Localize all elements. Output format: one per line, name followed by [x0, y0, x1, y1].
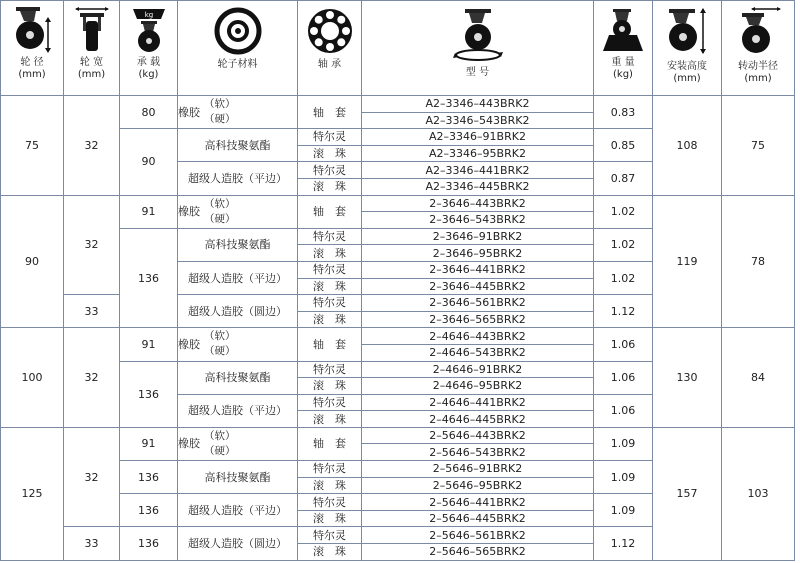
weight-cell: 1.02 — [594, 228, 653, 261]
model-cell: A2–3346–445BRK2 — [362, 178, 594, 195]
model-cell: 2–5646–561BRK2 — [362, 527, 594, 544]
weight-cell: 1.12 — [594, 527, 653, 560]
model-cell: 2–5646–91BRK2 — [362, 461, 594, 478]
model-cell: A2–3346–443BRK2 — [362, 96, 594, 113]
material-rubber: 橡胶 — [178, 205, 200, 219]
header-bearing-label: 轴 承 — [317, 59, 342, 70]
weight-icon — [601, 7, 645, 53]
header-width — [64, 1, 120, 96]
header-model-label: 型 号 — [465, 67, 490, 78]
material-cell: 超级人造胶（平边） — [178, 162, 298, 195]
header-row — [1, 1, 795, 96]
weight-cell: 0.85 — [594, 129, 653, 162]
material-cell — [178, 96, 298, 129]
model-cell: A2–3346–441BRK2 — [362, 162, 594, 179]
model-cell: 2–3646–95BRK2 — [362, 245, 594, 262]
width-cell: 33 — [64, 295, 120, 328]
model-cell: 2–5646–443BRK2 — [362, 427, 594, 444]
weight-cell: 1.06 — [594, 328, 653, 361]
model-cell: 2–5646–95BRK2 — [362, 477, 594, 494]
width-cell: 32 — [64, 96, 120, 196]
header-radius-label: 转动半径 — [738, 61, 778, 72]
material-cell: 高科技聚氨酯 — [178, 361, 298, 394]
model-cell: 2–3646–443BRK2 — [362, 195, 594, 212]
model-cell: 2–5646–445BRK2 — [362, 510, 594, 527]
header-height-unit: (mm) — [673, 73, 701, 84]
bearing-cell: 滚 珠 — [298, 145, 362, 162]
table-row — [1, 328, 795, 345]
model-cell: 2–5646–543BRK2 — [362, 444, 594, 461]
material-cell — [178, 427, 298, 460]
wheel-width-icon — [74, 7, 110, 53]
bearing-cell: 滚 珠 — [298, 311, 362, 328]
table-row — [1, 96, 795, 113]
bearing-cell: 轴 套 — [298, 427, 362, 460]
header-weight-label: 重 量 — [611, 57, 635, 68]
material-soft: （软） — [204, 330, 236, 343]
wheel-material-icon — [214, 7, 262, 55]
bearing-cell: 滚 珠 — [298, 477, 362, 494]
material-soft: （软） — [204, 429, 236, 442]
bearing-cell: 特尔灵 — [298, 394, 362, 411]
width-cell: 33 — [64, 527, 120, 560]
weight-cell: 1.09 — [594, 427, 653, 460]
bearing-cell: 轴 套 — [298, 328, 362, 361]
bearing-icon — [306, 7, 354, 55]
header-material-label: 轮子材料 — [217, 59, 258, 70]
load-cell: 90 — [120, 129, 178, 195]
header-weight — [594, 1, 653, 96]
weight-cell: 1.02 — [594, 261, 653, 294]
model-cell: 2–4646–441BRK2 — [362, 394, 594, 411]
material-soft: （软） — [204, 98, 236, 111]
material-hard: （硬） — [204, 444, 236, 457]
bearing-cell: 特尔灵 — [298, 228, 362, 245]
height-cell: 119 — [653, 195, 722, 328]
header-width-label: 轮 宽 — [79, 57, 104, 68]
material-cell: 超级人造胶（平边） — [178, 494, 298, 527]
model-cell: 2–3646–543BRK2 — [362, 212, 594, 229]
material-hard: （硬） — [204, 345, 236, 358]
load-cell: 136 — [120, 361, 178, 427]
header-height — [653, 1, 722, 96]
header-load — [120, 1, 178, 96]
header-radius-unit: (mm) — [744, 73, 772, 84]
width-cell: 32 — [64, 427, 120, 527]
model-cell: 2–3646–91BRK2 — [362, 228, 594, 245]
table-row — [1, 427, 795, 444]
material-cell: 高科技聚氨酯 — [178, 461, 298, 494]
load-cell: 91 — [120, 328, 178, 361]
material-cell: 高科技聚氨酯 — [178, 129, 298, 162]
model-cell: 2–3646–561BRK2 — [362, 295, 594, 312]
svg-text:kg: kg — [144, 11, 153, 19]
header-load-label: 承 载 — [136, 57, 161, 68]
material-rubber: 橡胶 — [178, 337, 200, 351]
model-cell: A2–3346–95BRK2 — [362, 145, 594, 162]
radius-cell: 103 — [722, 427, 795, 560]
model-cell: 2–3646–565BRK2 — [362, 311, 594, 328]
bearing-cell: 滚 珠 — [298, 378, 362, 395]
header-model — [362, 1, 594, 96]
mount-height-icon — [665, 7, 709, 57]
model-cell: 2–4646–443BRK2 — [362, 328, 594, 345]
header-radius — [722, 1, 795, 96]
bearing-cell: 滚 珠 — [298, 178, 362, 195]
header-width-unit: (mm) — [77, 69, 106, 80]
model-cell: 2–4646–543BRK2 — [362, 344, 594, 361]
weight-cell: 0.87 — [594, 162, 653, 195]
bearing-cell: 特尔灵 — [298, 162, 362, 179]
bearing-cell: 特尔灵 — [298, 461, 362, 478]
bearing-cell: 滚 珠 — [298, 278, 362, 295]
bearing-cell: 特尔灵 — [298, 361, 362, 378]
diameter-cell: 100 — [1, 328, 64, 428]
material-cell: 高科技聚氨酯 — [178, 228, 298, 261]
model-cell: 2–4646–95BRK2 — [362, 378, 594, 395]
bearing-cell: 轴 套 — [298, 195, 362, 228]
load-cell: 136 — [120, 461, 178, 494]
header-diameter — [1, 1, 64, 96]
load-cell: 136 — [120, 228, 178, 328]
height-cell: 108 — [653, 96, 722, 196]
table-row — [1, 195, 795, 212]
bearing-cell: 特尔灵 — [298, 261, 362, 278]
header-material — [178, 1, 298, 96]
header-bearing — [298, 1, 362, 96]
bearing-cell: 特尔灵 — [298, 129, 362, 146]
radius-cell: 84 — [722, 328, 795, 428]
header-diameter-unit: (mm) — [18, 69, 46, 80]
bearing-cell: 滚 珠 — [298, 510, 362, 527]
bearing-cell: 特尔灵 — [298, 527, 362, 544]
model-cell: A2–3346–91BRK2 — [362, 129, 594, 146]
material-rubber: 橡胶 — [178, 105, 200, 119]
swivel-caster-icon — [451, 7, 505, 63]
load-cell: 91 — [120, 427, 178, 460]
header-weight-unit: (kg) — [613, 69, 633, 80]
material-cell: 超级人造胶（圆边） — [178, 527, 298, 560]
material-cell: 超级人造胶（平边） — [178, 394, 298, 427]
material-cell — [178, 328, 298, 361]
model-cell: 2–5646–441BRK2 — [362, 494, 594, 511]
radius-cell: 78 — [722, 195, 795, 328]
material-cell: 超级人造胶（平边） — [178, 261, 298, 294]
diameter-cell: 75 — [1, 96, 64, 196]
diameter-cell: 125 — [1, 427, 64, 560]
model-cell: 2–5646–565BRK2 — [362, 544, 594, 561]
material-soft: （软） — [204, 197, 236, 210]
bearing-cell: 滚 珠 — [298, 544, 362, 561]
width-cell: 32 — [64, 328, 120, 428]
bearing-cell: 轴 套 — [298, 96, 362, 129]
weight-cell: 1.09 — [594, 494, 653, 527]
material-cell — [178, 195, 298, 228]
weight-cell: 1.02 — [594, 195, 653, 228]
model-cell: 2–3646–445BRK2 — [362, 278, 594, 295]
bearing-cell: 滚 珠 — [298, 245, 362, 262]
load-cell: 80 — [120, 96, 178, 129]
height-cell: 130 — [653, 328, 722, 428]
model-cell: 2–4646–445BRK2 — [362, 411, 594, 428]
weight-cell: 1.06 — [594, 394, 653, 427]
weight-cell: 1.06 — [594, 361, 653, 394]
swivel-radius-icon — [734, 7, 782, 57]
bearing-cell: 特尔灵 — [298, 494, 362, 511]
header-diameter-label: 轮 径 — [20, 57, 44, 68]
weight-cell: 1.09 — [594, 461, 653, 494]
weight-cell: 1.12 — [594, 295, 653, 328]
header-load-unit: (kg) — [138, 69, 159, 80]
load-cell: 91 — [120, 195, 178, 228]
model-cell: 2–4646–91BRK2 — [362, 361, 594, 378]
material-rubber: 橡胶 — [178, 437, 200, 451]
header-height-label: 安装高度 — [667, 61, 707, 72]
load-cell: 136 — [120, 527, 178, 560]
model-cell: A2–3346–543BRK2 — [362, 112, 594, 129]
bearing-cell: 滚 珠 — [298, 411, 362, 428]
diameter-cell: 90 — [1, 195, 64, 328]
load-cell: 136 — [120, 494, 178, 527]
radius-cell: 75 — [722, 96, 795, 196]
wheel-diameter-icon — [10, 7, 54, 53]
load-capacity-icon — [127, 7, 171, 53]
model-cell: 2–3646–441BRK2 — [362, 261, 594, 278]
material-hard: （硬） — [204, 113, 236, 126]
material-cell: 超级人造胶（圆边） — [178, 295, 298, 328]
width-cell: 32 — [64, 195, 120, 295]
height-cell: 157 — [653, 427, 722, 560]
weight-cell: 0.83 — [594, 96, 653, 129]
material-hard: （硬） — [204, 212, 236, 225]
bearing-cell: 特尔灵 — [298, 295, 362, 312]
